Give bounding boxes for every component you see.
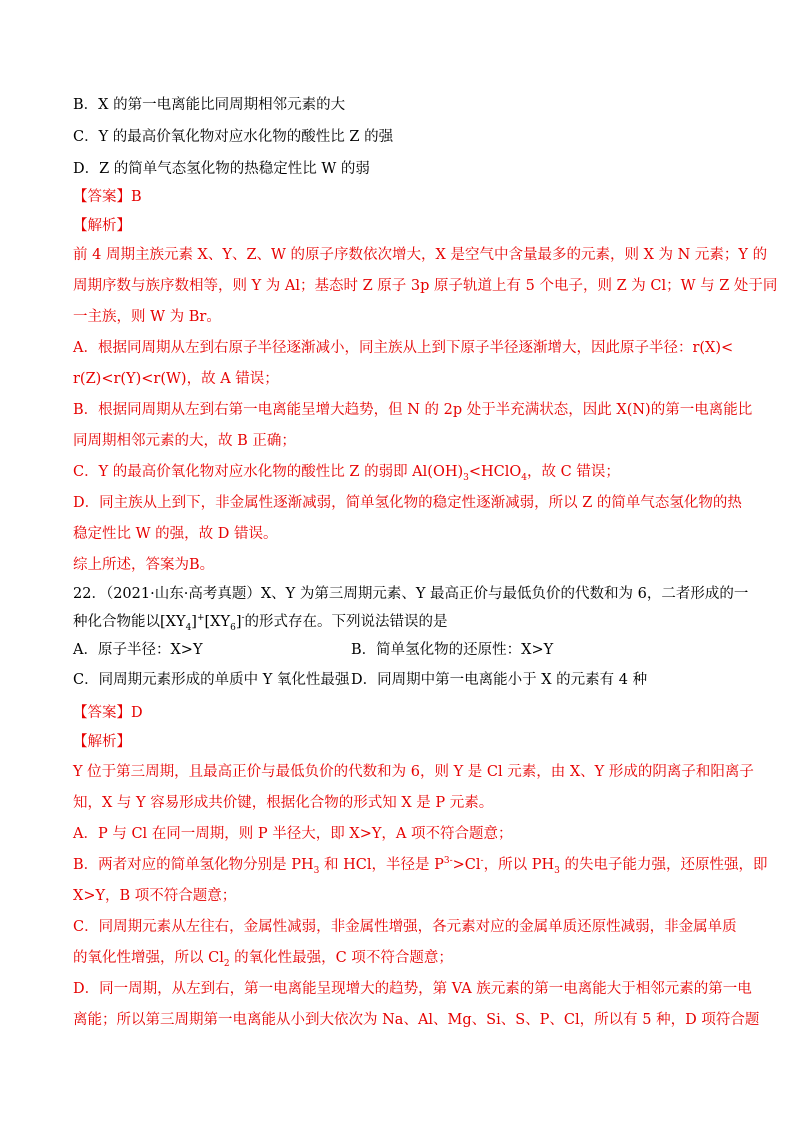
q21-analysis-line: D．同主族从上到下，非金属性逐渐减弱，简单氢化物的稳定性逐渐减弱，所以 Z 的简单气态氢化物的热	[73, 495, 742, 511]
q22-analysis-line: C．同周期元素从左往右，金属性减弱，非金属性增强，各元素对应的金属单质还原性减弱，非金属单质	[73, 919, 737, 935]
q22-option-d: D．同周期中第一电离能小于 X 的元素有 4 种	[351, 672, 648, 688]
q22-analysis-line: D．同一周期，从左到右，第一电离能呈现增大的趋势，第 VA 族元素的第一电离能大于相邻元素的第一电	[73, 981, 752, 997]
q21-analysis-line: 稳定性比 W 的强，故 D 错误。	[73, 526, 278, 542]
q21-summary: 综上所述，答案为B。	[73, 557, 215, 573]
q22-analysis-label: 【解析】	[73, 734, 131, 750]
q21-answer: 【答案】B	[73, 189, 142, 205]
q22-analysis-line: 的氧化性增强，所以 $Cl_2$ 的氧化性最强，C 项不符合题意；	[73, 950, 453, 969]
q22-stem-line: 种化合物能以$[XY_4]^+[XY_6]^-$的形式存在。下列说法错误的是	[73, 613, 448, 633]
q21-analysis-line: 周期序数与族序数相等，则 Y 为 Al；基态时 Z 原子 3p 原子轨道上有 5 个电子，则 Z 为 Cl；W 与 Z 处于同	[73, 278, 778, 294]
q22-analysis-line: Y 位于第三周期，且最高正价与最低负价的代数和为 6，则 Y 是 Cl 元素，由 X、Y 形成的阴离子和阳离子	[73, 764, 754, 780]
q22-analysis-line: 离能；所以第三周期第一电离能从小到大依次为 Na、Al、Mg、Si、S、P、Cl，所以有 5 种，D 项符合题	[73, 1012, 760, 1028]
q21-analysis-line: B．根据同周期从左到右第一电离能呈增大趋势，但 N 的 2p 处于半充满状态，因此 X(N)的第一电离能比	[73, 402, 753, 418]
q21-analysis-line: 前 4 周期主族元素 X、Y、Z、W 的原子序数依次增大，X 是空气中含量最多的元素，则 X 为 N 元素；Y 的	[73, 247, 768, 263]
q22-stem-line: 22．（2021·山东·高考真题）X、Y 为第三周期元素、Y 最高正价与最低负价的代数和为 6，二者形成的一	[73, 586, 749, 602]
q22-analysis-line: 知，X 与 Y 容易形成共价键，根据化合物的形式知 X 是 P 元素。	[73, 795, 494, 811]
q21-analysis-label: 【解析】	[73, 218, 131, 234]
q22-analysis-line: B．两者对应的简单氢化物分别是 $PH_3$ 和 HCl，半径是 $P^{3-}>Cl^-$，所以 $PH_3$ 的失电子能力强，还原性强，即	[73, 856, 768, 876]
q22-analysis-line: A．P 与 Cl 在同一周期，则 P 半径大，即 X>Y，A 项不符合题意；	[73, 826, 513, 842]
q22-option-c: C．同周期元素形成的单质中 Y 氧化性最强	[73, 672, 350, 688]
q21-option-b: B．X 的第一电离能比同周期相邻元素的大	[73, 97, 346, 113]
q21-analysis-line: 同周期相邻元素的大，故 B 正确；	[73, 433, 296, 449]
q22-option-b: B．简单氢化物的还原性：X>Y	[351, 642, 554, 658]
q21-analysis-line: C．Y 的最高价氧化物对应水化物的酸性比 Z 的弱即 $Al(OH)_3<HClO_4$，故 C 错误；	[73, 464, 620, 483]
q21-analysis-line: A．根据同周期从左到右原子半径逐渐减小，同主族从上到下原子半径逐渐增大，因此原子半径：r(X)<	[73, 340, 734, 356]
q21-analysis-line: r(Z)<r(Y)<r(W)，故 A 错误；	[73, 371, 279, 387]
q21-option-c: C．Y 的最高价氧化物对应水化物的酸性比 Z 的强	[73, 129, 394, 145]
q22-option-a: A．原子半径：X>Y	[73, 642, 203, 658]
q22-answer: 【答案】D	[73, 705, 143, 721]
q21-analysis-line: 一主族，则 W 为 Br。	[73, 309, 221, 325]
q22-analysis-line: X>Y，B 项不符合题意；	[73, 888, 237, 904]
q21-option-d: D．Z 的简单气态氢化物的热稳定性比 W 的弱	[73, 161, 370, 177]
